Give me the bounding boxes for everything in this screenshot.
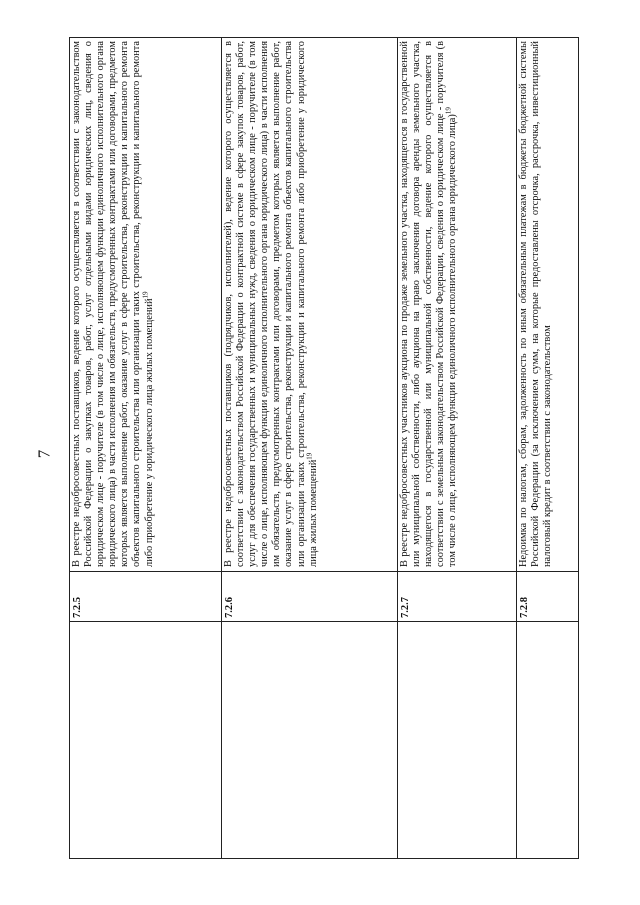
row-text: В реестре недобросовестных участников аукциона по продаже земельного участка, находящегося в государственной или муниципальной собственности, либо аукциона на право заключения договора аренды земельного участка, находящегося в государственной или муниципальной собственности, ведение которого осуществляется в соответствии с земельным законодательством Российской Федерации, сведения о юридическом лице - поручителя (в том числе о лице, исполняющем функции единоличного исполнительного органа юридического лица)$^{19}$ <box>398 38 517 572</box>
blank-cell <box>398 622 517 859</box>
table-row <box>398 38 517 859</box>
row-code: 7.2.7 <box>398 572 517 622</box>
row-code: 7.2.6 <box>222 572 398 622</box>
page-number: 7 <box>34 449 54 459</box>
table-row <box>517 38 579 859</box>
row-text: В реестре недобросовестных поставщиков (подрядчиков, исполнителей), ведение которого осуществляется в соответствии с законодательством Российской Федерации о контрактной системе в сфере закупок товаров, работ, услуг для обеспечения государственных и муниципальных нужд, сведения о юридическом лице - поручителе (в том числе о лице, исполняющем функции единоличного исполнительного органа юридического лица) в части исполнения им обязательств, предусмотренных контрактами или договорами, предметом которых является выполнение работ, оказание услуг в сфере строительства, реконструкции и капитального ремонта объектов капитального строительства или организации таких строительства, реконструкции и капитального ремонта либо приобретение у юридического лица жилых помещений$^{19}$ <box>222 38 398 572</box>
footnote-ref: 19 <box>444 107 453 115</box>
table-row <box>70 38 222 859</box>
blank-cell <box>517 622 579 859</box>
row-code: 7.2.5 <box>70 572 222 622</box>
row-text: Недоимка по налогам, сборам, задолженность по иным обязательным платежам в бюджеты бюджетной системы Российской Федерации (за исключением сумм, на которые предоставлены отсрочка, рассрочка, инвестиционный налоговый кредит в соответствии с законодательством <box>517 38 579 572</box>
criteria-table <box>69 37 579 859</box>
blank-cell <box>70 622 222 859</box>
footnote-ref: 19 <box>141 291 150 299</box>
blank-cell <box>222 622 398 859</box>
rotated-table-container <box>69 37 578 859</box>
row-code: 7.2.8 <box>517 572 579 622</box>
footnote-ref: 19 <box>305 452 314 460</box>
row-text: В реестре недобросовестных поставщиков, ведение которого осуществляется в соответствии с законодательством Российской Федерации о закупках товаров, работ, услуг отдельными видами юридических лиц, сведения о юридическом лице - поручителе (в том числе о лице, исполняющем функции единоличного исполнительного органа юридического лица) в части исполнения им обязательств, предусмотренных контрактами или договорами, предметом которых является выполнение работ, оказание услуг в сфере строительства, реконструкции и капитального ремонта объектов капитального строительства или организации таких строительства, реконструкции и капитального ремонта либо приобретение у юридического лица жилых помещений$^{19}$ <box>70 38 222 572</box>
table-row <box>222 38 398 859</box>
